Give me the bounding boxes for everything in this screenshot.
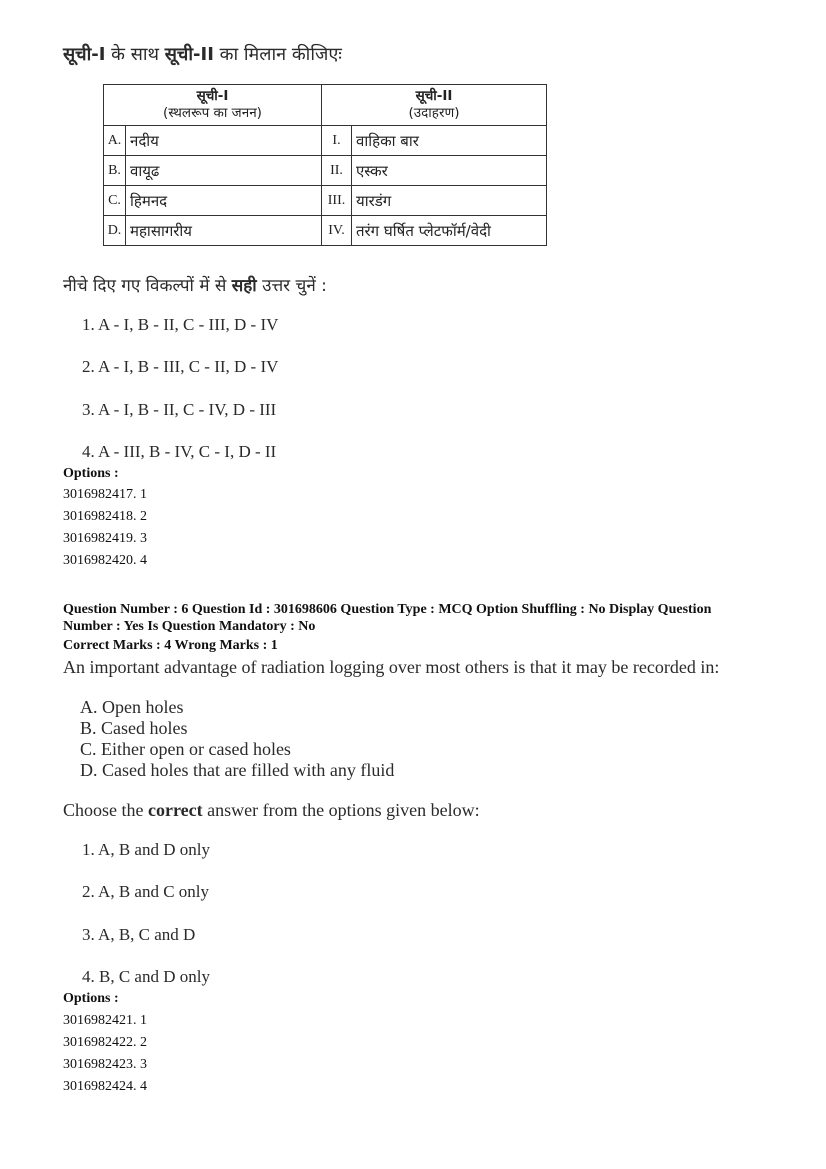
- q5-choice-2: 2. A - I, B - III, C - II, D - IV: [82, 357, 279, 376]
- q6-choice-1: 1. A, B and D only: [82, 840, 210, 859]
- q6-marks: Correct Marks : 4 Wrong Marks : 1: [63, 638, 278, 653]
- q6-option-id-4: 3016982424. 4: [63, 1079, 147, 1094]
- row-value-1: वायूढ: [126, 156, 322, 186]
- q6-choice-2: 2. A, B and C only: [82, 882, 210, 901]
- row-key-1: C.: [104, 186, 126, 216]
- q5-option-id-1: 3016982417. 1: [63, 487, 147, 502]
- q6-statement-b: B. Cased holes: [80, 718, 188, 738]
- row-key-2: II.: [322, 156, 352, 186]
- row-key-1: B.: [104, 156, 126, 186]
- row-key-1: D.: [104, 216, 126, 246]
- row-value-2: यारडंग: [352, 186, 547, 216]
- row-value-1: हिमनद: [126, 186, 322, 216]
- q5-instruction-post: उत्तर चुनें :: [256, 276, 327, 296]
- list1-header: [104, 85, 322, 126]
- row-key-2: I.: [322, 126, 352, 156]
- q5-heading-list1: सूची-I: [63, 44, 106, 65]
- list2-subtitle: (उदाहरण): [408, 105, 460, 121]
- list1-subtitle: (स्थलरूप का जनन): [163, 105, 262, 121]
- table-row: [104, 216, 547, 246]
- q5-choice-4: 4. A - III, B - IV, C - I, D - II: [82, 442, 277, 461]
- q6-statement-a: A. Open holes: [80, 697, 184, 717]
- table-row: [104, 126, 547, 156]
- q6-option-id-2: 3016982422. 2: [63, 1035, 147, 1050]
- q5-instruction: [63, 273, 327, 296]
- q6-meta-line1: Question Number : 6 Question Id : 301698606 Question Type : MCQ Option Shuffling : No Display Question: [63, 602, 712, 617]
- q6-instruction-post: answer from the options given below:: [202, 800, 480, 820]
- q6-instruction: [63, 800, 480, 821]
- q6-option-id-1: 3016982421. 1: [63, 1013, 147, 1028]
- q5-option-id-4: 3016982420. 4: [63, 553, 147, 568]
- row-key-2: III.: [322, 186, 352, 216]
- list1-title: सूची-I: [196, 88, 229, 104]
- q5-heading-end: का मिलान कीजिएः: [213, 44, 342, 65]
- q5-option-id-3: 3016982419. 3: [63, 531, 147, 546]
- q5-heading-mid: के साथ: [105, 44, 165, 65]
- list2-header: [322, 85, 547, 126]
- q5-choice-1: 1. A - I, B - II, C - III, D - IV: [82, 315, 279, 334]
- q5-instruction-pre: नीचे दिए गए विकल्पों में से: [63, 276, 232, 296]
- q6-statement-c: C. Either open or cased holes: [80, 739, 291, 759]
- q5-instruction-bold: सही: [231, 276, 257, 296]
- match-table: [103, 84, 547, 246]
- q5-choice-3: 3. A - I, B - II, C - IV, D - III: [82, 400, 277, 419]
- row-value-1: महासागरीय: [126, 216, 322, 246]
- q5-heading-list2: सूची-II: [164, 44, 214, 65]
- q6-question: An important advantage of radiation logging over most others is that it may be recorded in:: [63, 657, 720, 677]
- q6-instruction-pre: Choose the: [63, 800, 148, 820]
- row-value-2: वाहिका बार: [352, 126, 547, 156]
- row-key-2: IV.: [322, 216, 352, 246]
- match-table-header: [104, 85, 547, 126]
- q5-options-label: Options :: [63, 466, 119, 481]
- q6-choice-4: 4. B, C and D only: [82, 967, 210, 986]
- q6-options-label: Options :: [63, 991, 119, 1006]
- table-row: [104, 156, 547, 186]
- row-value-1: नदीय: [126, 126, 322, 156]
- q6-option-id-3: 3016982423. 3: [63, 1057, 147, 1072]
- row-key-1: A.: [104, 126, 126, 156]
- table-row: [104, 186, 547, 216]
- q6-choice-3: 3. A, B, C and D: [82, 925, 196, 944]
- q6-meta-line2: Number : Yes Is Question Mandatory : No: [63, 619, 316, 634]
- row-value-2: एस्कर: [352, 156, 547, 186]
- q5-option-id-2: 3016982418. 2: [63, 509, 147, 524]
- q6-statement-d: D. Cased holes that are filled with any fluid: [80, 760, 395, 780]
- q6-instruction-bold: correct: [148, 800, 203, 820]
- q5-heading: [63, 42, 342, 66]
- list2-title: सूची-II: [415, 88, 453, 104]
- row-value-2: तरंग घर्षित प्लेटफॉर्म/वेदी: [352, 216, 547, 246]
